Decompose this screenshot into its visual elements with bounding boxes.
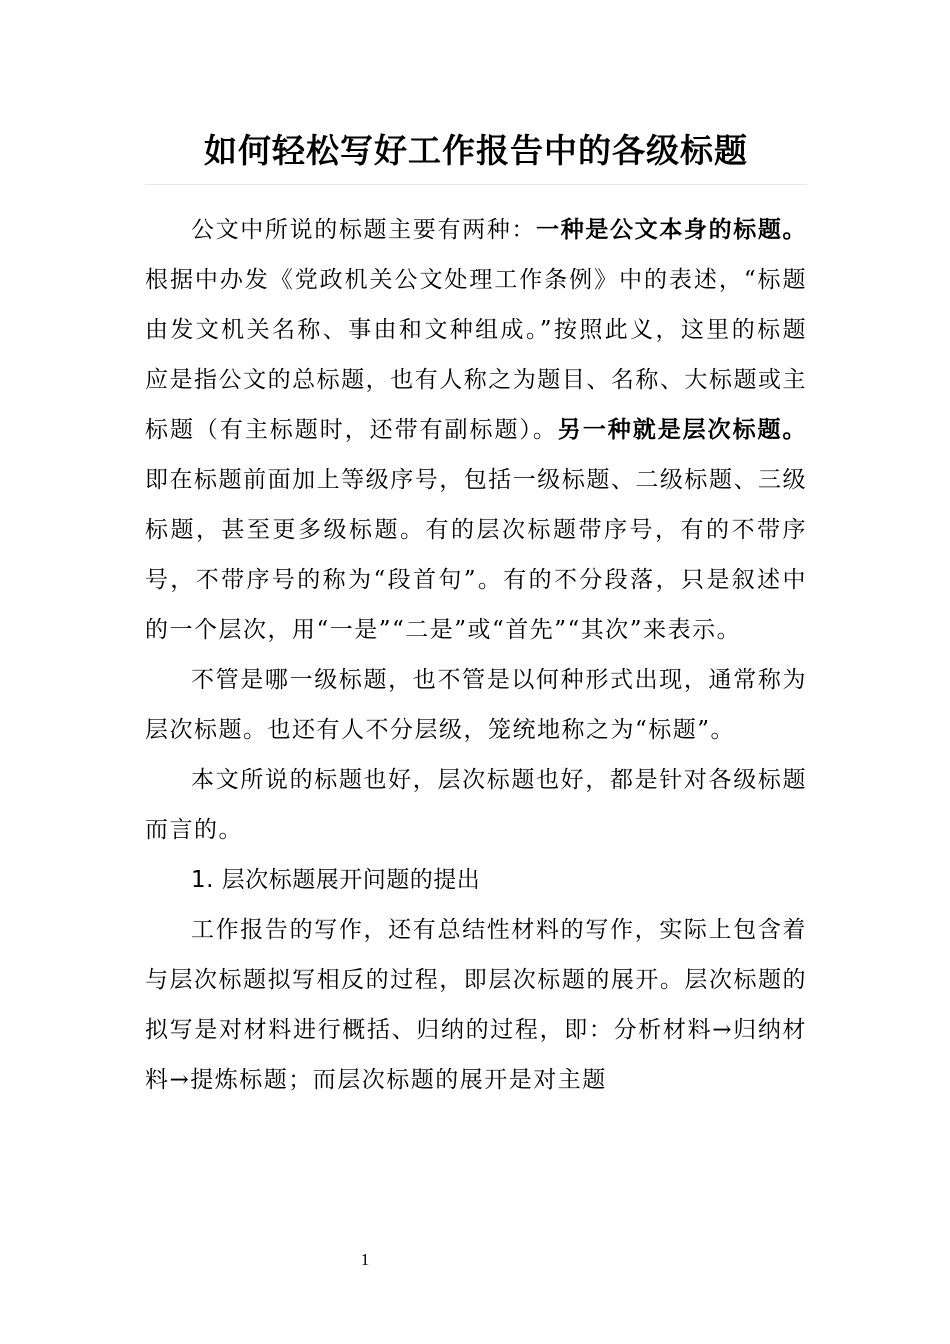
paragraph-2: 不管是哪一级标题，也不管是以何种形式出现，通常称为层次标题。也还有人不分层级，笼统地称之为“标题”。 <box>145 667 807 743</box>
paragraph-1-text-a: 公文中所说的标题主要有两种： <box>191 217 537 243</box>
paragraph-4: 工作报告的写作，还有总结性材料的写作，实际上包含着与层次标题拟写相反的过程，即层次标题的展开。层次标题的拟写是对材料进行概括、归纳的过程，即：分析材料→归纳材料→提炼标题；而层次标题的展开是对主题 <box>145 917 807 1093</box>
document-body <box>145 205 807 1105</box>
title-divider <box>145 184 807 185</box>
page-number: 1 <box>360 1250 370 1269</box>
paragraph-1-bold-b: 另一种就是层次标题。 <box>557 417 808 443</box>
paragraph-1-text-b: 根据中办发《党政机关公文处理工作条例》中的表述，“标题由发文机关名称、事由和文种组成。”按照此义，这里的标题应是指公文的总标题，也有人称之为题目、名称、大标题或主标题（有主标题时，还带有副标题）。 <box>145 267 807 443</box>
paragraph-3: 本文所说的标题也好，层次标题也好，都是针对各级标题而言的。 <box>145 767 807 843</box>
document-title: 如何轻松写好工作报告中的各级标题 <box>204 131 748 170</box>
paragraph-1 <box>145 205 807 655</box>
paragraph-1-bold-a: 一种是公文本身的标题。 <box>536 217 808 243</box>
paragraph-1-text-c: 即在标题前面加上等级序号，包括一级标题、二级标题、三级标题，甚至更多级标题。有的层次标题带序号，有的不带序号，不带序号的称为“段首句”。有的不分段落，只是叙述中的一个层次，用“一是”“二是”或“首先”“其次”来表示。 <box>145 467 807 643</box>
section-heading: 1. 层次标题展开问题的提出 <box>191 867 481 893</box>
